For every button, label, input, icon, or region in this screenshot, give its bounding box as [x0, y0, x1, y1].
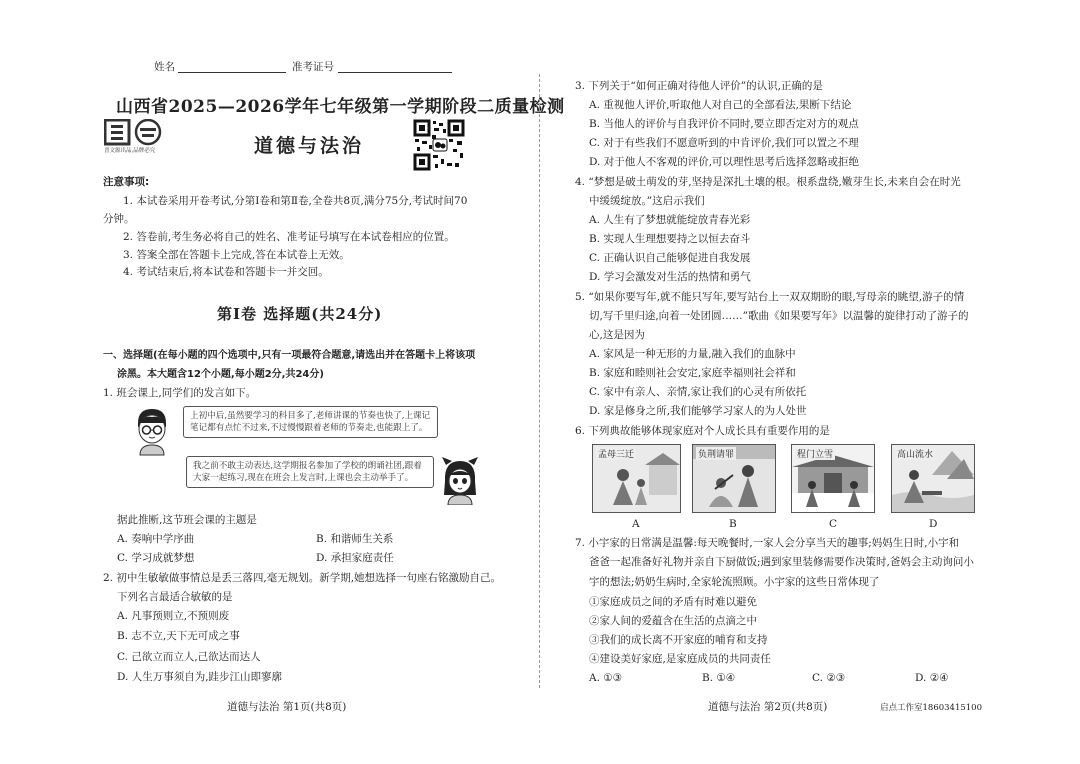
name-label: 姓名: [154, 61, 175, 73]
footer-studio: 启点工作室18603415100: [880, 703, 982, 713]
q4-option-d[interactable]: D. 学习会激发对生活的热情和勇气: [589, 271, 751, 283]
notice-item-3: 3. 答案全部在答题卡上完成,答在本试卷上无效。: [123, 249, 350, 261]
q1-option-a[interactable]: A. 奏响中学序曲: [117, 533, 195, 545]
part1-instructions-1: 一、选择题(在每小题的四个选项中,只有一项最符合题意,请选出并在答题卡上将该项: [103, 350, 476, 361]
q6-letter-b: B: [729, 518, 737, 530]
q4-stem-1: 4. “梦想是破土萌发的芽,坚持是深扎土壤的根。根系盘绕,嫩芽生长,未来自会在时光: [575, 176, 961, 188]
q7-option-b[interactable]: B. ①④: [702, 672, 736, 684]
q5-option-b[interactable]: B. 家庭和睦则社会安定,家庭幸福则社会祥和: [589, 367, 796, 379]
q6-letter-d: D: [929, 518, 938, 530]
q6-picture-b[interactable]: [692, 444, 776, 513]
q5-stem-3: 心,这是因为: [589, 329, 645, 341]
q4-option-c[interactable]: C. 正确认识自己能够促进自我发展: [589, 252, 751, 264]
name-blank[interactable]: [178, 72, 286, 73]
exam-id-label: 准考证号: [292, 61, 334, 73]
q6-picture-a[interactable]: [592, 444, 681, 513]
q6-picture-c[interactable]: [791, 444, 875, 513]
q5-option-a[interactable]: A. 家风是一种无形的力量,融入我们的血脉中: [589, 348, 796, 360]
q7-stem-1: 7. 小宇家的日常满是温馨:每天晚餐时,一家人会分享当天的趣事;妈妈生日时,小宇和: [575, 537, 960, 549]
q5-option-d[interactable]: D. 家是修身之所,我们能够学习家人的为人处世: [589, 405, 807, 417]
q4-stem-2: 中缓缓绽放。”这启示我们: [589, 195, 705, 207]
q1-option-d[interactable]: D. 承担家庭责任: [316, 552, 394, 564]
q6-stem: 6. 下列典故能够体现家庭对个人成长具有重要作用的是: [575, 425, 830, 437]
q1-bubble-1: 上初中后,虽然要学习的科目多了,老师讲课的节奏也快了,上课记笔记都有点忙不过来,不过慢慢跟着老师的节奏走,也能跟上了。: [183, 406, 438, 438]
q1-stem: 1. 班会课上,同学们的发言如下。: [103, 387, 257, 399]
q2-stem: 2. 初中生敏敏做事情总是丢三落四,毫无规划。新学期,她想选择一句座右铭激励自己。: [103, 572, 502, 584]
q1-student-boy: [130, 405, 174, 461]
publisher-logo: [104, 119, 164, 155]
q5-option-c[interactable]: C. 家中有亲人、亲情,家让我们的心灵有所依托: [589, 386, 807, 398]
page-divider: [539, 74, 540, 688]
q6-letter-a: A: [632, 518, 640, 530]
q2-option-a[interactable]: A. 凡事预则立,不预则废: [117, 610, 230, 622]
q1-bubble-2: 我之前不敢主动表达,这学期报名参加了学校的朗诵社团,跟着大家一起练习,现在在班会上发言时,上课也会主动举手了。: [186, 456, 434, 488]
boy-avatar-icon: [130, 405, 174, 457]
girl-avatar-icon: [440, 455, 480, 505]
q5-stem-1: 5. “如果你要写年,就不能只写年,要写站台上一双双期盼的眼,写母亲的眺望,游子的情: [575, 291, 965, 303]
q6-caption-c: 程门立雪: [795, 447, 835, 460]
q7-stem-2: 爸爸一起准备好礼物并亲自下厨做饭;遇到家里装修需要作决策时,爸妈会主动询问小: [589, 556, 974, 568]
q6-picture-d[interactable]: [891, 444, 975, 513]
q4-option-b[interactable]: B. 实现人生理想要持之以恒去奋斗: [589, 233, 751, 245]
notice-item-1-cont: 分钟。: [103, 213, 135, 225]
subject-title: 道德与法治: [254, 135, 365, 157]
q4-option-a[interactable]: A. 人生有了梦想就能绽放青春光彩: [589, 214, 751, 226]
q1-option-b[interactable]: B. 和谐师生关系: [316, 533, 394, 545]
part1-instructions-2: 涂黑。本大题含12个小题,每小题2分,共24分): [117, 369, 324, 380]
q7-option-a[interactable]: A. ①③: [589, 672, 623, 684]
q6-caption-b: 负荆请罪: [696, 447, 736, 460]
part1-title: 第Ⅰ卷 选择题(共24分): [217, 305, 383, 323]
logo-caption: 晋文源出品,品牌必究: [104, 148, 156, 154]
q7-option-c[interactable]: C. ②③: [812, 672, 846, 684]
notice-title: 注意事项:: [103, 176, 150, 188]
q3-option-a[interactable]: A. 重视他人评价,听取他人对自己的全部看法,果断下结论: [589, 99, 852, 111]
q7-stem-3: 宇的想法;奶奶生病时,全家轮流照顾。小宇家的这些日常体现了: [589, 576, 880, 588]
qr-code[interactable]: [413, 119, 465, 175]
footer-left: 道德与法治 第1页(共8页): [227, 701, 347, 713]
q7-statement-4: ④建设美好家庭,是家庭成员的共同责任: [589, 653, 771, 665]
publisher-logo-icon: [104, 119, 164, 147]
notice-item-2: 2. 答卷前,考生务必将自己的姓名、准考证号填写在本试卷相应的位置。: [123, 231, 455, 243]
q2-option-d[interactable]: D. 人生万事须自为,跬步江山即寥廓: [117, 671, 283, 683]
exam-id-blank[interactable]: [338, 72, 452, 73]
q2-question: 下列名言最适合敏敏的是: [117, 591, 233, 603]
notice-item-4: 4. 考试结束后,将本试卷和答题卡一并交回。: [123, 266, 329, 278]
q3-stem: 3. 下列关于“如何正确对待他人评价”的认识,正确的是: [575, 80, 823, 92]
q6-caption-d: 高山流水: [895, 447, 935, 460]
q7-statement-2: ②家人间的爱蕴含在生活的点滴之中: [589, 615, 757, 627]
q6-letter-c: C: [829, 518, 838, 530]
q7-statement-1: ①家庭成员之间的矛盾有时难以避免: [589, 596, 757, 608]
q2-option-b[interactable]: B. 志不立,天下无可成之事: [117, 630, 240, 642]
q3-option-c[interactable]: C. 对于有些我们不愿意听到的中肯评价,我们可以置之不理: [589, 137, 859, 149]
q7-option-d[interactable]: D. ②④: [915, 672, 949, 684]
q1-option-c[interactable]: C. 学习成就梦想: [117, 552, 195, 564]
footer-right: 道德与法治 第2页(共8页): [708, 701, 828, 713]
notice-item-1: 1. 本试卷采用开卷考试,分第Ⅰ卷和第Ⅱ卷,全卷共8页,满分75分,考试时间70: [123, 195, 468, 207]
q5-stem-2: 切,写千里归途,向着一处团圆……”歌曲《如果要写年》以温馨的旋律打动了游子的: [589, 310, 969, 322]
q2-option-c[interactable]: C. 己欲立而立人,己欲达而达人: [117, 651, 261, 663]
q1-question: 据此推断,这节班会课的主题是: [117, 514, 257, 526]
qr-code-icon: [413, 119, 465, 171]
q7-statement-3: ③我们的成长离不开家庭的哺育和支持: [589, 634, 768, 646]
q1-student-girl: [440, 455, 480, 509]
q6-caption-a: 孟母三迁: [596, 447, 636, 460]
exam-title: 山西省2025—2026学年七年级第一学期阶段二质量检测: [116, 97, 565, 117]
q3-option-d[interactable]: D. 对于他人不客观的评价,可以理性思考后选择忽略或拒绝: [589, 156, 860, 168]
q3-option-b[interactable]: B. 当他人的评价与自我评价不同时,要立即否定对方的观点: [589, 118, 859, 130]
